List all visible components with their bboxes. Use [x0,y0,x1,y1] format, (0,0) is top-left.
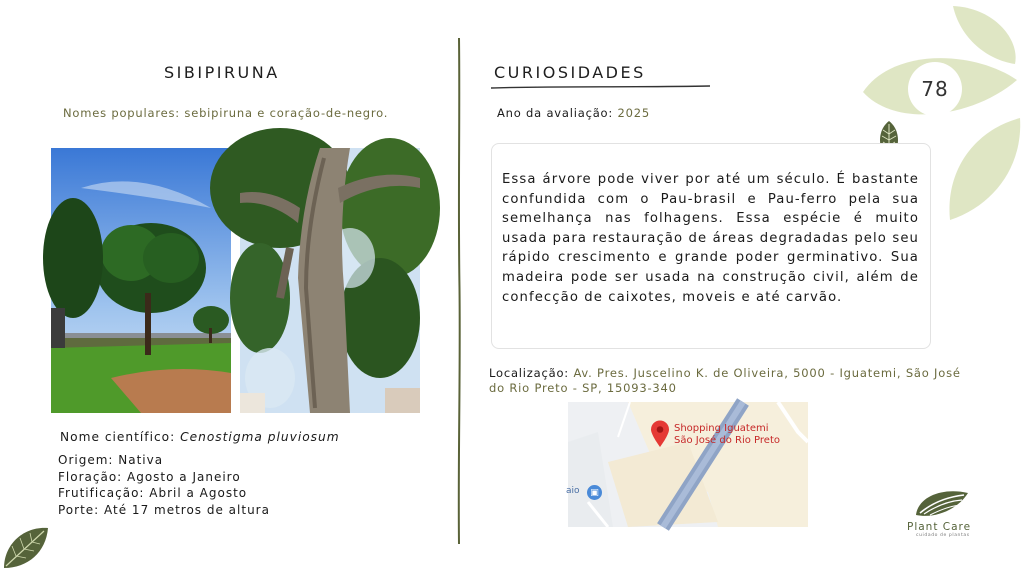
shopping-bag-icon: ▣ [587,485,602,500]
map-edge-label: aio [566,486,580,496]
scientific-name-value: Cenostigma pluviosum [180,430,340,444]
fact-fruiting: Frutificação: Abril a Agosto [58,486,248,500]
number-badge [908,62,962,116]
curiosity-text: Essa árvore pode viver por até um século. É bastante confundida com o Pau-brasil e Pau-ferro pela sua semelhança nas folhagens. Essa espécie é muito usada para restauração de áreas degradadas pelo seu rápido crescimento e grande poder germinativo. Sua madeira pode ser usada na construção civil, além de confecção de caixotes, moveis e até carvão. [502,172,919,305]
location [489,366,979,396]
column-divider [457,38,461,544]
number-badge-value: 78 [921,77,949,101]
fact-flowering: Floração: Agosto a Janeiro [58,469,241,484]
tree-photo-trunk [240,148,420,413]
curiosities-title: CURIOSIDADES [494,63,646,82]
evaluation-year [497,106,650,120]
scientific-name-label: Nome científico: [60,430,176,444]
map-place-line1: Shopping Iguatemi [674,423,769,434]
fact-origin: Origem: Nativa [58,453,164,467]
location-label: Localização: [489,366,569,380]
species-title: SIBIPIRUNA [164,63,280,82]
brand-name: Plant Care [907,521,972,533]
tree-photo-landscape [51,148,231,413]
fact-height: Porte: Até 17 metros de altura [58,502,270,517]
title-underline [490,84,712,90]
scientific-name [60,430,340,444]
evaluation-year-label: Ano da avaliação: [497,106,614,120]
leaf-icon-bottom [0,522,52,572]
brand-tagline: cuidado de plantas [916,533,970,538]
evaluation-year-value: 2025 [617,106,651,120]
location-value: Av. Pres. Juscelino K. de Oliveira, 5000 - Iguatemi, São José do Rio Preto - SP, 15093-340 [489,366,961,395]
popular-names: Nomes populares: sebipiruna e coração-de-negro. [63,106,389,120]
species-facts [58,452,270,518]
map-place-label [674,423,780,447]
map-place-line2: São José do Rio Preto [674,435,780,446]
map-pin-icon [650,420,670,448]
plant-care-logo-icon [912,487,970,519]
location-map[interactable] [568,402,808,527]
